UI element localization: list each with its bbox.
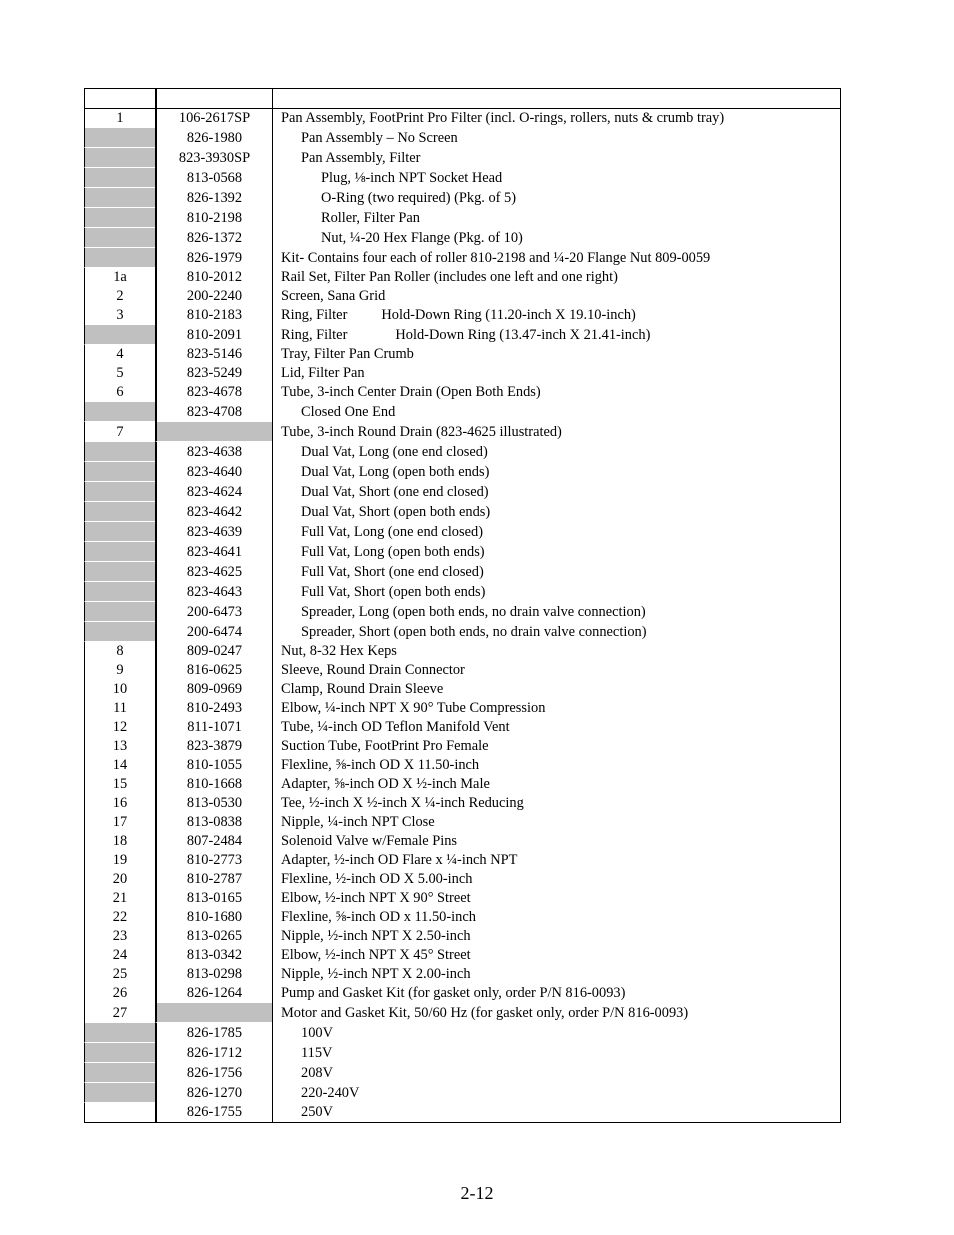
table-row bbox=[84, 148, 841, 168]
description-cell bbox=[272, 128, 841, 148]
description-text: Full Vat, Short (one end closed) bbox=[301, 563, 484, 580]
table-row bbox=[84, 325, 841, 345]
description-cell bbox=[272, 109, 841, 128]
description-text: Pan Assembly, Filter bbox=[301, 149, 421, 166]
description-cell bbox=[272, 661, 841, 680]
item-number-cell: 25 bbox=[84, 965, 155, 984]
item-number-cell bbox=[84, 482, 155, 502]
table-row bbox=[84, 422, 841, 442]
item-number-cell: 19 bbox=[84, 851, 155, 870]
description-text: Lid, Filter Pan bbox=[281, 365, 365, 381]
item-number-cell bbox=[84, 582, 155, 602]
description-text: Pan Assembly – No Screen bbox=[301, 129, 458, 146]
description-cell bbox=[272, 462, 841, 482]
item-number-cell: 4 bbox=[84, 345, 155, 364]
part-number-cell: 823-4678 bbox=[155, 383, 272, 402]
part-number-cell: 826-1712 bbox=[155, 1043, 272, 1063]
table-row bbox=[84, 680, 841, 699]
table-row bbox=[84, 345, 841, 364]
description-text: Solenoid Valve w/Female Pins bbox=[281, 833, 458, 849]
table-row bbox=[84, 306, 841, 325]
part-number-cell: 810-1668 bbox=[155, 775, 272, 794]
description-cell bbox=[272, 364, 841, 383]
part-number-cell: 810-2787 bbox=[155, 870, 272, 889]
item-number-cell bbox=[84, 442, 155, 462]
description-text: Motor and Gasket Kit, 50/60 Hz (for gasket only, order P/N 816-0093) bbox=[281, 1004, 689, 1021]
header-item-cell bbox=[84, 88, 155, 109]
description-text: Roller, Filter Pan bbox=[321, 209, 420, 226]
item-number-cell bbox=[84, 542, 155, 562]
description-cell bbox=[272, 148, 841, 168]
item-number-cell: 8 bbox=[84, 642, 155, 661]
part-number-cell: 823-4641 bbox=[155, 542, 272, 562]
table-row bbox=[84, 927, 841, 946]
description-text: 250V bbox=[301, 1104, 333, 1120]
description-cell bbox=[272, 345, 841, 364]
description-text: Sleeve, Round Drain Connector bbox=[281, 662, 465, 678]
item-number-cell bbox=[84, 1043, 155, 1063]
part-number-cell: 810-2183 bbox=[155, 306, 272, 325]
table-row bbox=[84, 813, 841, 832]
table-row bbox=[84, 946, 841, 965]
description-text: Dual Vat, Short (open both ends) bbox=[301, 503, 491, 520]
part-number-cell: 823-5146 bbox=[155, 345, 272, 364]
description-text: Full Vat, Long (open both ends) bbox=[301, 543, 485, 560]
part-number-cell: 826-1264 bbox=[155, 984, 272, 1003]
part-number-cell: 810-2012 bbox=[155, 268, 272, 287]
table-row bbox=[84, 364, 841, 383]
item-number-cell: 20 bbox=[84, 870, 155, 889]
description-text: Elbow, ½-inch NPT X 90° Street bbox=[281, 890, 471, 906]
item-number-cell: 18 bbox=[84, 832, 155, 851]
description-cell bbox=[272, 562, 841, 582]
description-text: Elbow, ½-inch NPT X 45° Street bbox=[281, 947, 471, 963]
part-number-cell: 816-0625 bbox=[155, 661, 272, 680]
part-number-cell: 823-4624 bbox=[155, 482, 272, 502]
part-number-cell: 809-0969 bbox=[155, 680, 272, 699]
description-text: Pan Assembly, FootPrint Pro Filter (incl. O-rings, rollers, nuts & crumb tray) bbox=[281, 110, 725, 126]
description-cell bbox=[272, 965, 841, 984]
part-number-cell: 823-4639 bbox=[155, 522, 272, 542]
description-text: Clamp, Round Drain Sleeve bbox=[281, 681, 444, 697]
item-number-cell: 1a bbox=[84, 268, 155, 287]
part-number-cell: 823-4638 bbox=[155, 442, 272, 462]
description-text: Adapter, ⅝-inch OD X ½-inch Male bbox=[281, 776, 490, 792]
table-row bbox=[84, 1103, 841, 1123]
table-row bbox=[84, 775, 841, 794]
description-text: Flexline, ⅝-inch OD X 11.50-inch bbox=[281, 757, 480, 773]
description-text: O-Ring (two required) (Pkg. of 5) bbox=[321, 189, 517, 206]
part-number-cell: 106-2617SP bbox=[155, 109, 272, 128]
table-row bbox=[84, 851, 841, 870]
description-cell bbox=[272, 622, 841, 642]
description-text: Full Vat, Long (one end closed) bbox=[301, 523, 483, 540]
description-text: Suction Tube, FootPrint Pro Female bbox=[281, 738, 489, 754]
item-number-cell: 24 bbox=[84, 946, 155, 965]
part-number-cell: 823-4642 bbox=[155, 502, 272, 522]
part-number-cell: 813-0568 bbox=[155, 168, 272, 188]
table-row bbox=[84, 208, 841, 228]
item-number-cell: 3 bbox=[84, 306, 155, 325]
part-number-cell: 810-2773 bbox=[155, 851, 272, 870]
description-cell bbox=[272, 287, 841, 306]
header-part-cell bbox=[155, 88, 272, 109]
description-cell bbox=[272, 946, 841, 965]
part-number-cell: 823-5249 bbox=[155, 364, 272, 383]
description-cell bbox=[272, 442, 841, 462]
table-row bbox=[84, 965, 841, 984]
description-cell bbox=[272, 402, 841, 422]
table-row bbox=[84, 168, 841, 188]
part-number-cell: 813-0265 bbox=[155, 927, 272, 946]
description-cell bbox=[272, 832, 841, 851]
item-number-cell bbox=[84, 622, 155, 642]
description-text: Kit- Contains four each of roller 810-2198 and ¼-20 Flange Nut 809-0059 bbox=[281, 249, 711, 266]
description-cell bbox=[272, 502, 841, 522]
description-cell bbox=[272, 642, 841, 661]
item-number-cell bbox=[84, 462, 155, 482]
item-number-cell: 11 bbox=[84, 699, 155, 718]
table-row bbox=[84, 383, 841, 402]
item-number-cell bbox=[84, 128, 155, 148]
part-number-cell: 826-1392 bbox=[155, 188, 272, 208]
table-row bbox=[84, 228, 841, 248]
part-number-cell bbox=[155, 422, 272, 442]
description-cell bbox=[272, 602, 841, 622]
part-number-cell: 200-6473 bbox=[155, 602, 272, 622]
description-cell bbox=[272, 306, 841, 325]
description-detail-text: Hold-Down Ring (13.47-inch X 21.41-inch) bbox=[395, 326, 651, 343]
description-text: Full Vat, Short (open both ends) bbox=[301, 583, 486, 600]
part-number-cell: 823-4640 bbox=[155, 462, 272, 482]
description-cell bbox=[272, 756, 841, 775]
item-number-cell bbox=[84, 502, 155, 522]
description-text: Tube, 3-inch Center Drain (Open Both Ends) bbox=[281, 384, 541, 400]
description-text: Dual Vat, Long (one end closed) bbox=[301, 443, 488, 460]
description-text: Spreader, Short (open both ends, no drain valve connection) bbox=[301, 623, 647, 640]
part-number-cell: 200-2240 bbox=[155, 287, 272, 306]
item-number-cell: 2 bbox=[84, 287, 155, 306]
part-number-cell: 809-0247 bbox=[155, 642, 272, 661]
item-number-cell: 27 bbox=[84, 1003, 155, 1023]
item-number-cell bbox=[84, 1103, 155, 1123]
description-cell bbox=[272, 794, 841, 813]
description-cell bbox=[272, 699, 841, 718]
item-number-cell bbox=[84, 208, 155, 228]
part-number-cell: 823-3879 bbox=[155, 737, 272, 756]
description-cell bbox=[272, 248, 841, 268]
item-number-cell: 15 bbox=[84, 775, 155, 794]
part-number-cell bbox=[155, 1003, 272, 1023]
item-number-cell: 26 bbox=[84, 984, 155, 1003]
part-number-cell: 810-2493 bbox=[155, 699, 272, 718]
description-text: 220-240V bbox=[301, 1084, 360, 1101]
part-number-cell: 813-0342 bbox=[155, 946, 272, 965]
part-number-cell: 810-1680 bbox=[155, 908, 272, 927]
description-text: Tube, 3-inch Round Drain (823-4625 illustrated) bbox=[281, 423, 562, 440]
description-cell bbox=[272, 188, 841, 208]
item-number-cell bbox=[84, 1063, 155, 1083]
item-number-cell: 1 bbox=[84, 109, 155, 128]
description-text: Nipple, ½-inch NPT X 2.00-inch bbox=[281, 966, 471, 982]
part-number-cell: 813-0165 bbox=[155, 889, 272, 908]
part-number-cell: 823-4625 bbox=[155, 562, 272, 582]
part-number-cell: 810-2091 bbox=[155, 325, 272, 345]
item-number-cell bbox=[84, 248, 155, 268]
description-cell bbox=[272, 1103, 841, 1123]
table-header-row bbox=[84, 88, 841, 109]
part-number-cell: 826-1270 bbox=[155, 1083, 272, 1103]
item-number-cell: 5 bbox=[84, 364, 155, 383]
table-row bbox=[84, 542, 841, 562]
description-text: Elbow, ¼-inch NPT X 90° Tube Compression bbox=[281, 700, 546, 716]
description-detail-text: Hold-Down Ring (11.20-inch X 19.10-inch) bbox=[381, 307, 636, 323]
part-number-cell: 813-0530 bbox=[155, 794, 272, 813]
table-row bbox=[84, 248, 841, 268]
description-text: Rail Set, Filter Pan Roller (includes one left and one right) bbox=[281, 269, 618, 285]
part-number-cell: 826-1756 bbox=[155, 1063, 272, 1083]
description-text: Dual Vat, Long (open both ends) bbox=[301, 463, 490, 480]
table-row bbox=[84, 908, 841, 927]
table-row bbox=[84, 287, 841, 306]
table-row bbox=[84, 462, 841, 482]
item-number-cell bbox=[84, 188, 155, 208]
description-text: Dual Vat, Short (one end closed) bbox=[301, 483, 489, 500]
description-cell bbox=[272, 542, 841, 562]
description-text: Closed One End bbox=[301, 403, 396, 420]
table-row bbox=[84, 1063, 841, 1083]
item-number-cell bbox=[84, 168, 155, 188]
description-cell bbox=[272, 522, 841, 542]
description-text: Tube, ¼-inch OD Teflon Manifold Vent bbox=[281, 719, 510, 735]
description-cell bbox=[272, 582, 841, 602]
table-row bbox=[84, 622, 841, 642]
description-cell bbox=[272, 422, 841, 442]
part-number-cell: 813-0298 bbox=[155, 965, 272, 984]
part-number-cell: 826-1979 bbox=[155, 248, 272, 268]
table-row bbox=[84, 889, 841, 908]
description-cell bbox=[272, 482, 841, 502]
description-text: Flexline, ½-inch OD X 5.00-inch bbox=[281, 871, 473, 887]
description-cell bbox=[272, 1063, 841, 1083]
item-number-cell bbox=[84, 228, 155, 248]
description-text: Ring, Filter bbox=[281, 326, 348, 343]
item-number-cell: 17 bbox=[84, 813, 155, 832]
description-text: Screen, Sana Grid bbox=[281, 288, 386, 304]
description-cell bbox=[272, 1003, 841, 1023]
description-cell bbox=[272, 1083, 841, 1103]
description-cell bbox=[272, 325, 841, 345]
table-row bbox=[84, 1083, 841, 1103]
description-cell bbox=[272, 870, 841, 889]
description-cell bbox=[272, 737, 841, 756]
item-number-cell: 10 bbox=[84, 680, 155, 699]
description-cell bbox=[272, 268, 841, 287]
item-number-cell: 13 bbox=[84, 737, 155, 756]
table-row bbox=[84, 1003, 841, 1023]
part-number-cell: 807-2484 bbox=[155, 832, 272, 851]
table-row bbox=[84, 268, 841, 287]
description-cell bbox=[272, 908, 841, 927]
description-text: Nut, 8-32 Hex Keps bbox=[281, 643, 397, 659]
item-number-cell: 22 bbox=[84, 908, 155, 927]
table-row bbox=[84, 128, 841, 148]
description-cell bbox=[272, 927, 841, 946]
part-number-cell: 810-1055 bbox=[155, 756, 272, 775]
table-row bbox=[84, 737, 841, 756]
item-number-cell: 21 bbox=[84, 889, 155, 908]
description-cell bbox=[272, 813, 841, 832]
description-text: Adapter, ½-inch OD Flare x ¼-inch NPT bbox=[281, 852, 518, 868]
description-cell bbox=[272, 168, 841, 188]
part-number-cell: 826-1785 bbox=[155, 1023, 272, 1043]
part-number-cell: 823-3930SP bbox=[155, 148, 272, 168]
table-row bbox=[84, 602, 841, 622]
table-row bbox=[84, 1043, 841, 1063]
parts-table-body bbox=[84, 88, 841, 1123]
description-text: Plug, ⅛-inch NPT Socket Head bbox=[321, 169, 503, 186]
description-cell bbox=[272, 889, 841, 908]
description-text: Pump and Gasket Kit (for gasket only, order P/N 816-0093) bbox=[281, 985, 626, 1001]
description-text: Flexline, ⅝-inch OD x 11.50-inch bbox=[281, 909, 476, 925]
description-text: 208V bbox=[301, 1064, 333, 1081]
table-row bbox=[84, 502, 841, 522]
table-row bbox=[84, 188, 841, 208]
description-text: Spreader, Long (open both ends, no drain valve connection) bbox=[301, 603, 646, 620]
item-number-cell: 7 bbox=[84, 422, 155, 442]
table-row bbox=[84, 482, 841, 502]
part-number-cell: 813-0838 bbox=[155, 813, 272, 832]
description-text: Nipple, ½-inch NPT X 2.50-inch bbox=[281, 928, 471, 944]
item-number-cell bbox=[84, 1083, 155, 1103]
table-row bbox=[84, 870, 841, 889]
table-row bbox=[84, 582, 841, 602]
description-cell bbox=[272, 775, 841, 794]
description-cell bbox=[272, 984, 841, 1003]
part-number-cell: 823-4708 bbox=[155, 402, 272, 422]
description-text: Nut, ¼-20 Hex Flange (Pkg. of 10) bbox=[321, 229, 523, 246]
table-row bbox=[84, 794, 841, 813]
item-number-cell: 12 bbox=[84, 718, 155, 737]
part-number-cell: 823-4643 bbox=[155, 582, 272, 602]
description-text: 115V bbox=[301, 1044, 333, 1061]
part-number-cell: 826-1980 bbox=[155, 128, 272, 148]
table-row bbox=[84, 402, 841, 422]
item-number-cell bbox=[84, 602, 155, 622]
table-row bbox=[84, 718, 841, 737]
description-cell bbox=[272, 1043, 841, 1063]
table-row bbox=[84, 661, 841, 680]
item-number-cell bbox=[84, 402, 155, 422]
description-text: Tray, Filter Pan Crumb bbox=[281, 346, 414, 362]
description-cell bbox=[272, 208, 841, 228]
table-row bbox=[84, 562, 841, 582]
description-cell bbox=[272, 718, 841, 737]
table-row bbox=[84, 699, 841, 718]
parts-table bbox=[84, 88, 841, 1123]
part-number-cell: 826-1372 bbox=[155, 228, 272, 248]
header-description-cell bbox=[272, 88, 841, 109]
item-number-cell: 16 bbox=[84, 794, 155, 813]
part-number-cell: 811-1071 bbox=[155, 718, 272, 737]
item-number-cell: 23 bbox=[84, 927, 155, 946]
item-number-cell: 6 bbox=[84, 383, 155, 402]
description-cell bbox=[272, 228, 841, 248]
part-number-cell: 200-6474 bbox=[155, 622, 272, 642]
description-cell bbox=[272, 851, 841, 870]
description-cell bbox=[272, 680, 841, 699]
page-number: 2-12 bbox=[460, 1183, 494, 1203]
part-number-cell: 810-2198 bbox=[155, 208, 272, 228]
table-row bbox=[84, 642, 841, 661]
table-row bbox=[84, 984, 841, 1003]
item-number-cell bbox=[84, 522, 155, 542]
table-row bbox=[84, 832, 841, 851]
description-text: Ring, Filter bbox=[281, 307, 348, 323]
table-row bbox=[84, 442, 841, 462]
description-cell bbox=[272, 383, 841, 402]
item-number-cell bbox=[84, 148, 155, 168]
item-number-cell bbox=[84, 1023, 155, 1043]
item-number-cell bbox=[84, 562, 155, 582]
description-text: 100V bbox=[301, 1024, 333, 1041]
part-number-cell: 826-1755 bbox=[155, 1103, 272, 1123]
table-row bbox=[84, 109, 841, 128]
item-number-cell bbox=[84, 325, 155, 345]
item-number-cell: 9 bbox=[84, 661, 155, 680]
description-text: Tee, ½-inch X ½-inch X ¼-inch Reducing bbox=[281, 795, 524, 811]
table-row bbox=[84, 756, 841, 775]
table-row bbox=[84, 1023, 841, 1043]
description-cell bbox=[272, 1023, 841, 1043]
description-text: Nipple, ¼-inch NPT Close bbox=[281, 814, 435, 830]
table-row bbox=[84, 522, 841, 542]
item-number-cell: 14 bbox=[84, 756, 155, 775]
